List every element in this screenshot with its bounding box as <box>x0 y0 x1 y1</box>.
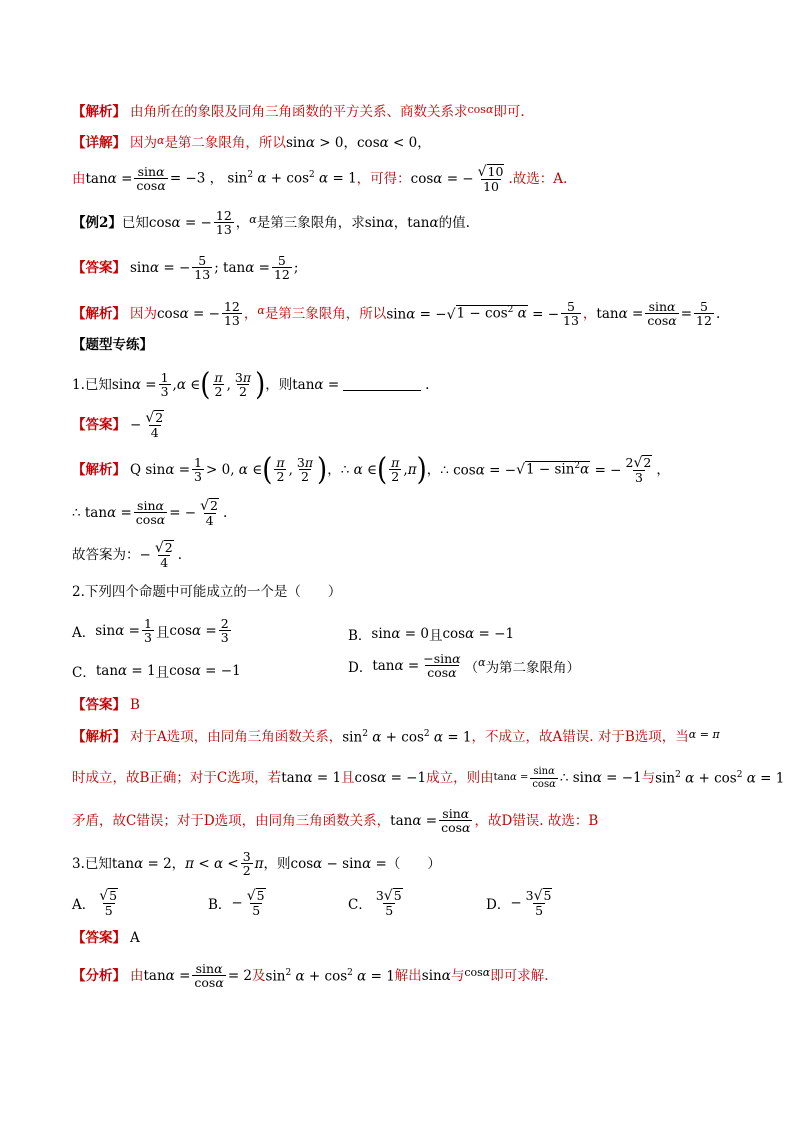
frac-a: √ 5 5 <box>99 887 118 918</box>
math-alpha-pi: α = π <box>688 727 720 741</box>
q3-ana-t3: 解出 <box>394 967 422 984</box>
option-a-label: A． <box>72 624 96 641</box>
q3-ana-t2: 及 <box>252 967 266 984</box>
frac-b: √ 5 5 <box>246 887 265 918</box>
q3-ana-t1: 由 <box>130 967 144 984</box>
q2-ana-c2: ，故D错误. 故选：B <box>474 812 599 829</box>
analysis-text: 由角所在的象限及同角三角函数的平方关系、商数关系求 <box>130 104 468 120</box>
opt-d-note-open: （ <box>464 659 479 676</box>
paren-right: ) <box>255 366 266 403</box>
text-gu: .故选：A. <box>508 170 568 187</box>
period-3: . <box>177 546 182 563</box>
q1-text-2: ，则 <box>265 376 293 393</box>
math-pyth-3: $\sin^2 \alpha + \cos^2 \alpha = 1$ <box>265 967 395 985</box>
q1-analysis-tag: 【解析】 <box>72 461 126 478</box>
analysis-tail: 即可. <box>493 104 525 120</box>
math-eq-neg: = − <box>169 504 197 521</box>
math-q-sin: Q sinα = <box>130 461 191 478</box>
ex2-comma: ， <box>235 214 250 231</box>
frac-5-13: $\frac{5}{13}$ <box>194 253 211 283</box>
q2-answer-line <box>72 697 140 713</box>
q2-analysis-tag: 【解析】 <box>72 729 126 746</box>
math-alpha-in: ,α ∈ <box>172 376 201 393</box>
option-d-label: D． <box>348 659 373 676</box>
frac-pi-2-c: $\frac{\pi}{2}$ <box>391 454 400 484</box>
q2-answer-tag: 【答案】 <box>72 697 126 713</box>
opt-c-math: tanα = 1 <box>95 663 156 679</box>
frac-pi-2: $\frac{\pi}{2}$ <box>214 370 223 400</box>
q1-ana-comma: ， <box>327 461 341 478</box>
q3-analysis-tag: 【分析】 <box>72 967 126 984</box>
q1-analysis-line-2 <box>72 498 227 528</box>
frac-5-12: $\frac{5}{12}$ <box>273 253 290 283</box>
math-cos-sqrt: ∴ cosα = − √ $1 - \sin^2\alpha$ = − <box>440 460 622 479</box>
math-sin-neg1: ∴ sinα = −1 <box>559 770 642 787</box>
opt-d-note: 为第二象限角） <box>485 659 581 676</box>
math-cos-neg: cosα < 0 <box>357 135 418 151</box>
math-tan-def-3: tanα = <box>143 967 191 984</box>
answer-blank[interactable] <box>343 378 421 391</box>
opt-d-math: tanα = <box>372 657 420 674</box>
math-therefore: ∴ α ∈ <box>340 461 378 478</box>
q2-stem: 2.下列四个命题中可能成立的一个是（ ） <box>72 584 342 600</box>
frac-sin-cos: $\frac{\sin\alpha}{\cos\alpha}$ <box>136 163 166 193</box>
q1-answer-tag: 【答案】 <box>72 416 126 433</box>
math-pyth: $\sin^2 \alpha + \cos^2 \alpha = 1$ <box>342 729 472 746</box>
q2-option-a[interactable] <box>72 617 233 645</box>
opt-b-qie: 且 <box>428 628 443 644</box>
math-gt0: > 0, α ∈ <box>206 461 263 478</box>
detail-comma: ， <box>343 135 357 151</box>
math-cos-eq-2: cosα = − <box>157 305 220 322</box>
paren-l2: ( <box>262 451 273 488</box>
frac-pi-2-b: $\frac{\pi}{2}$ <box>276 454 285 484</box>
q3-option-d[interactable] <box>486 888 556 918</box>
ex2-analysis-line <box>72 300 720 328</box>
math-cos-minus-sin: cosα − sinα = <box>290 855 387 872</box>
semicolon: ; <box>293 259 299 276</box>
frac-sqrt2-4: √ 2 4 <box>145 409 164 440</box>
q2-option-d[interactable] <box>348 652 580 680</box>
q2-option-c[interactable] <box>72 661 241 681</box>
analysis-tag: 【解析】 <box>72 104 126 120</box>
frac-5-12-b: $\frac{5}{12}$ <box>696 299 712 329</box>
frac-sqrt2-4-c: √ 2 4 <box>154 539 173 570</box>
ana2-comma: ， <box>243 305 258 322</box>
q2-analysis-line-3 <box>72 807 598 835</box>
q3-option-b[interactable] <box>208 888 270 918</box>
math-tan-def-2: tanα = <box>390 812 438 829</box>
math-tan1: tanα = 1 <box>281 770 342 787</box>
q2-ana-b3: 成立，则由 <box>426 770 494 787</box>
frac-1-3-c: $\frac{1}{3}$ <box>143 616 152 646</box>
q3-stem: 3.已知 <box>72 855 112 872</box>
math-sin-pos: sinα > 0 <box>285 135 344 151</box>
period-2: . <box>223 504 228 521</box>
frac-c: 3 √ 5 5 <box>375 887 402 918</box>
opt-b-math: sinα = 0 <box>371 626 429 642</box>
math-sin-sqrt: sinα = − √ $1 - \cos^2 \alpha$ = − <box>386 305 560 323</box>
q3-a-label: A． <box>72 896 96 913</box>
frac-sin-cos-d: $\frac{\sin\alpha}{\cos\alpha}$ <box>441 806 471 836</box>
paren-left: ( <box>200 366 211 403</box>
period: . <box>715 305 721 322</box>
q3-text-3: ，则 <box>263 855 291 872</box>
q2-ana-c1: 矛盾，故C错误；对于D选项，由同角三角函数关系， <box>72 812 391 829</box>
example-2-line <box>72 209 470 237</box>
analysis-tag-2: 【解析】 <box>72 305 126 322</box>
detail-comma-2: ， <box>417 135 431 151</box>
frac-2-3: $\frac{2}{3}$ <box>220 616 229 646</box>
q2-option-b[interactable] <box>348 624 514 644</box>
ex2-answer-line <box>72 254 298 282</box>
math-cos-3: cosα <box>464 966 491 980</box>
frac-12-13: $\frac{12}{13}$ <box>215 208 232 238</box>
math-alpha-3: α <box>257 304 265 318</box>
q3-analysis-line <box>72 962 549 990</box>
opt-c-qie: 且 <box>155 665 170 681</box>
q1-line: 1.已知 sinα = $\frac{1}{3}$ ,α ∈ ( $\frac{\pi}{2}$ , $\frac{3\pi}{2}$ ) ，则 tanα = . <box>72 366 430 403</box>
math-cos-neg1: cosα = −1 <box>354 770 427 787</box>
frac-1-3: $\frac{1}{3}$ <box>160 370 169 400</box>
ana2-comma-2: ， <box>582 305 597 322</box>
frac-3-2: $\frac{3}{2}$ <box>242 849 251 879</box>
detail-tag: 【详解】 <box>72 135 126 151</box>
opt-a-math-2: cosα = <box>169 622 217 639</box>
q1-end: . <box>425 376 430 393</box>
ex2-text-3: 是第三象限角，求 <box>256 214 365 231</box>
minus-b: − <box>231 894 243 911</box>
frac-small: $\frac{\sin\alpha}{\cos\alpha}$ <box>532 766 556 790</box>
ana2-text-1: 因为 <box>130 305 157 322</box>
option-b-label: B． <box>348 628 372 644</box>
math-pyth-2: $\sin^2 \alpha + \cos^2 \alpha = 1$ <box>655 769 785 787</box>
opt-a-math: sinα = <box>95 622 140 639</box>
q2-ana-b1: 时成立，故B正确；对于C选项，若 <box>72 770 282 787</box>
q2-ana-a2: ，不成立，故A错误. 对于B选项，当 <box>471 729 689 746</box>
paren-r2: ) <box>317 451 328 488</box>
detail-text-1: 因为 <box>130 135 157 151</box>
math-therefore-tan: ∴ tanα = <box>72 504 132 521</box>
answer-tag: 【答案】 <box>72 259 126 276</box>
ana2-text-3: 是第三象限角，所以 <box>264 305 387 322</box>
q3-paren: （ ） <box>386 855 441 872</box>
frac-negsin-cos: $\frac{-\sin\alpha}{\cos\alpha}$ <box>423 651 461 681</box>
frac-sin-cos-c: $\frac{\sin\alpha}{\cos\alpha}$ <box>135 497 166 527</box>
frac-2sqrt2-3: 2 √ 2 3 <box>625 454 652 485</box>
q1-answer-line <box>72 410 168 440</box>
q1-ana-comma-2: ， <box>426 461 441 478</box>
math-tan-eq: tanα = <box>596 305 644 322</box>
frac-1-3-b: $\frac{1}{3}$ <box>194 454 202 484</box>
math-range: π < α < <box>185 855 239 872</box>
q1-stem: 1.已知 <box>72 376 112 393</box>
math-sin-ans: sinα = − <box>130 259 191 276</box>
q3-option-a[interactable] <box>72 888 122 918</box>
frac-3pi-2-b: $\frac{3\pi}{2}$ <box>296 454 314 484</box>
text-you: 由 <box>72 170 86 187</box>
math-tan-def: tanα = <box>85 170 133 187</box>
q3-c-label: C． <box>348 896 372 913</box>
math-alpha-d: α <box>478 656 486 670</box>
q3-ana-t5: 即可求解. <box>490 967 549 984</box>
math-alpha-2: α <box>249 213 257 227</box>
ex2-comma-2: ， <box>393 214 408 231</box>
q3-b-label: B． <box>208 896 232 913</box>
frac-3pi-2: $\frac{3\pi}{2}$ <box>234 370 252 400</box>
paren-r3: ) <box>416 451 427 488</box>
math-cos-val: cosα = − <box>410 170 474 187</box>
q3-d-label: D． <box>486 896 511 913</box>
q2-ana-b4: 与 <box>641 770 656 787</box>
q2-ana-a1: 对于A选项，由同角三角函数关系， <box>130 729 343 746</box>
math-sin-3: sinα <box>421 967 451 984</box>
q2-analysis-line-1 <box>72 729 720 746</box>
minus-d: − <box>510 894 522 911</box>
ex2-text-1: 已知 <box>121 214 149 231</box>
opt-c-math-2: cosα = −1 <box>169 663 241 679</box>
q3-option-c[interactable] <box>348 888 407 918</box>
q3-answer-value: A <box>130 930 140 946</box>
q1-final-text: 故答案为： <box>72 546 140 563</box>
detail-line <box>72 135 431 151</box>
q3-answer-tag: 【答案】 <box>72 930 126 946</box>
paren-l3: ( <box>377 451 388 488</box>
q3-answer-line <box>72 930 140 946</box>
math-eq2: = 2 <box>227 967 253 984</box>
opt-a-qie: 且 <box>155 624 170 641</box>
q3-stem-line <box>72 850 441 878</box>
frac-5-13-b: $\frac{5}{13}$ <box>563 299 579 329</box>
math-tan-blank: tanα = <box>292 376 340 393</box>
text-ke: ，可得： <box>356 170 411 187</box>
q1-final-line <box>72 540 182 570</box>
ex2-text-5: 的值. <box>438 214 470 231</box>
q2-analysis-line-2 <box>72 767 784 790</box>
math-small-tan: tanα = <box>493 772 529 784</box>
q1-ana-comma-3: ， <box>656 461 670 478</box>
opt-b-math-2: cosα = −1 <box>442 626 515 642</box>
q1-analysis-line: 【解析】 Q sinα = $\frac{1}{3}$ > 0, α ∈ ( $\frac{\pi}{2}$ , $\frac{3\pi}{2}$ ) ， ∴ α ∈ ( $\frac{\pi}{2}$ , π ) ， ∴ cosα = − √ $1 - \sin^2\alpha$ = − 2 √ 2 3 ， <box>72 451 670 488</box>
frac-sqrt2-4-b: √ 2 4 <box>200 497 218 528</box>
math-eq: = <box>680 305 693 322</box>
math-tan2: tanα = 2 <box>111 855 172 872</box>
frac-sqrt10: √ 10 10 <box>477 163 504 194</box>
math-alpha: α <box>157 133 165 147</box>
q2-answer-value: B <box>130 697 140 713</box>
frac-sin-cos-b: $\frac{\sin\alpha}{\cos\alpha}$ <box>647 299 677 329</box>
math-minus-2: − <box>139 546 151 563</box>
section-heading: 【题型专练】 <box>72 337 153 353</box>
option-c-label: C． <box>72 665 96 681</box>
frac-d: 3 √ 5 5 <box>525 887 552 918</box>
frac-sin-cos-e: $\frac{\sin\alpha}{\cos\alpha}$ <box>194 961 224 991</box>
q2-ana-b2: 且 <box>341 770 355 787</box>
detail-text-2: 是第二象限角，所以 <box>164 135 286 151</box>
math-pi: π <box>254 855 264 872</box>
analysis-line-1 <box>72 104 525 120</box>
detail-line-2 <box>72 164 567 194</box>
math-tan: tanα <box>407 214 439 231</box>
math-eq-3: = −3 ， $\sin^2 \alpha + \cos^2 \alpha = 1$ <box>169 170 357 187</box>
math-tan-ans: ; tanα = <box>214 259 270 276</box>
frac-12-13-b: $\frac{12}{13}$ <box>223 299 240 329</box>
math-minus: − <box>130 416 142 433</box>
math-sin-13: sinα = <box>111 376 157 393</box>
example-2-label: 【例2】 <box>72 214 122 231</box>
math-sin: sinα <box>364 214 394 231</box>
q3-comma: ， <box>171 855 186 872</box>
math-cos: cosα <box>467 102 494 116</box>
math-cos-eq: cosα = − <box>148 214 212 231</box>
q3-ana-t4: 与 <box>450 967 465 984</box>
